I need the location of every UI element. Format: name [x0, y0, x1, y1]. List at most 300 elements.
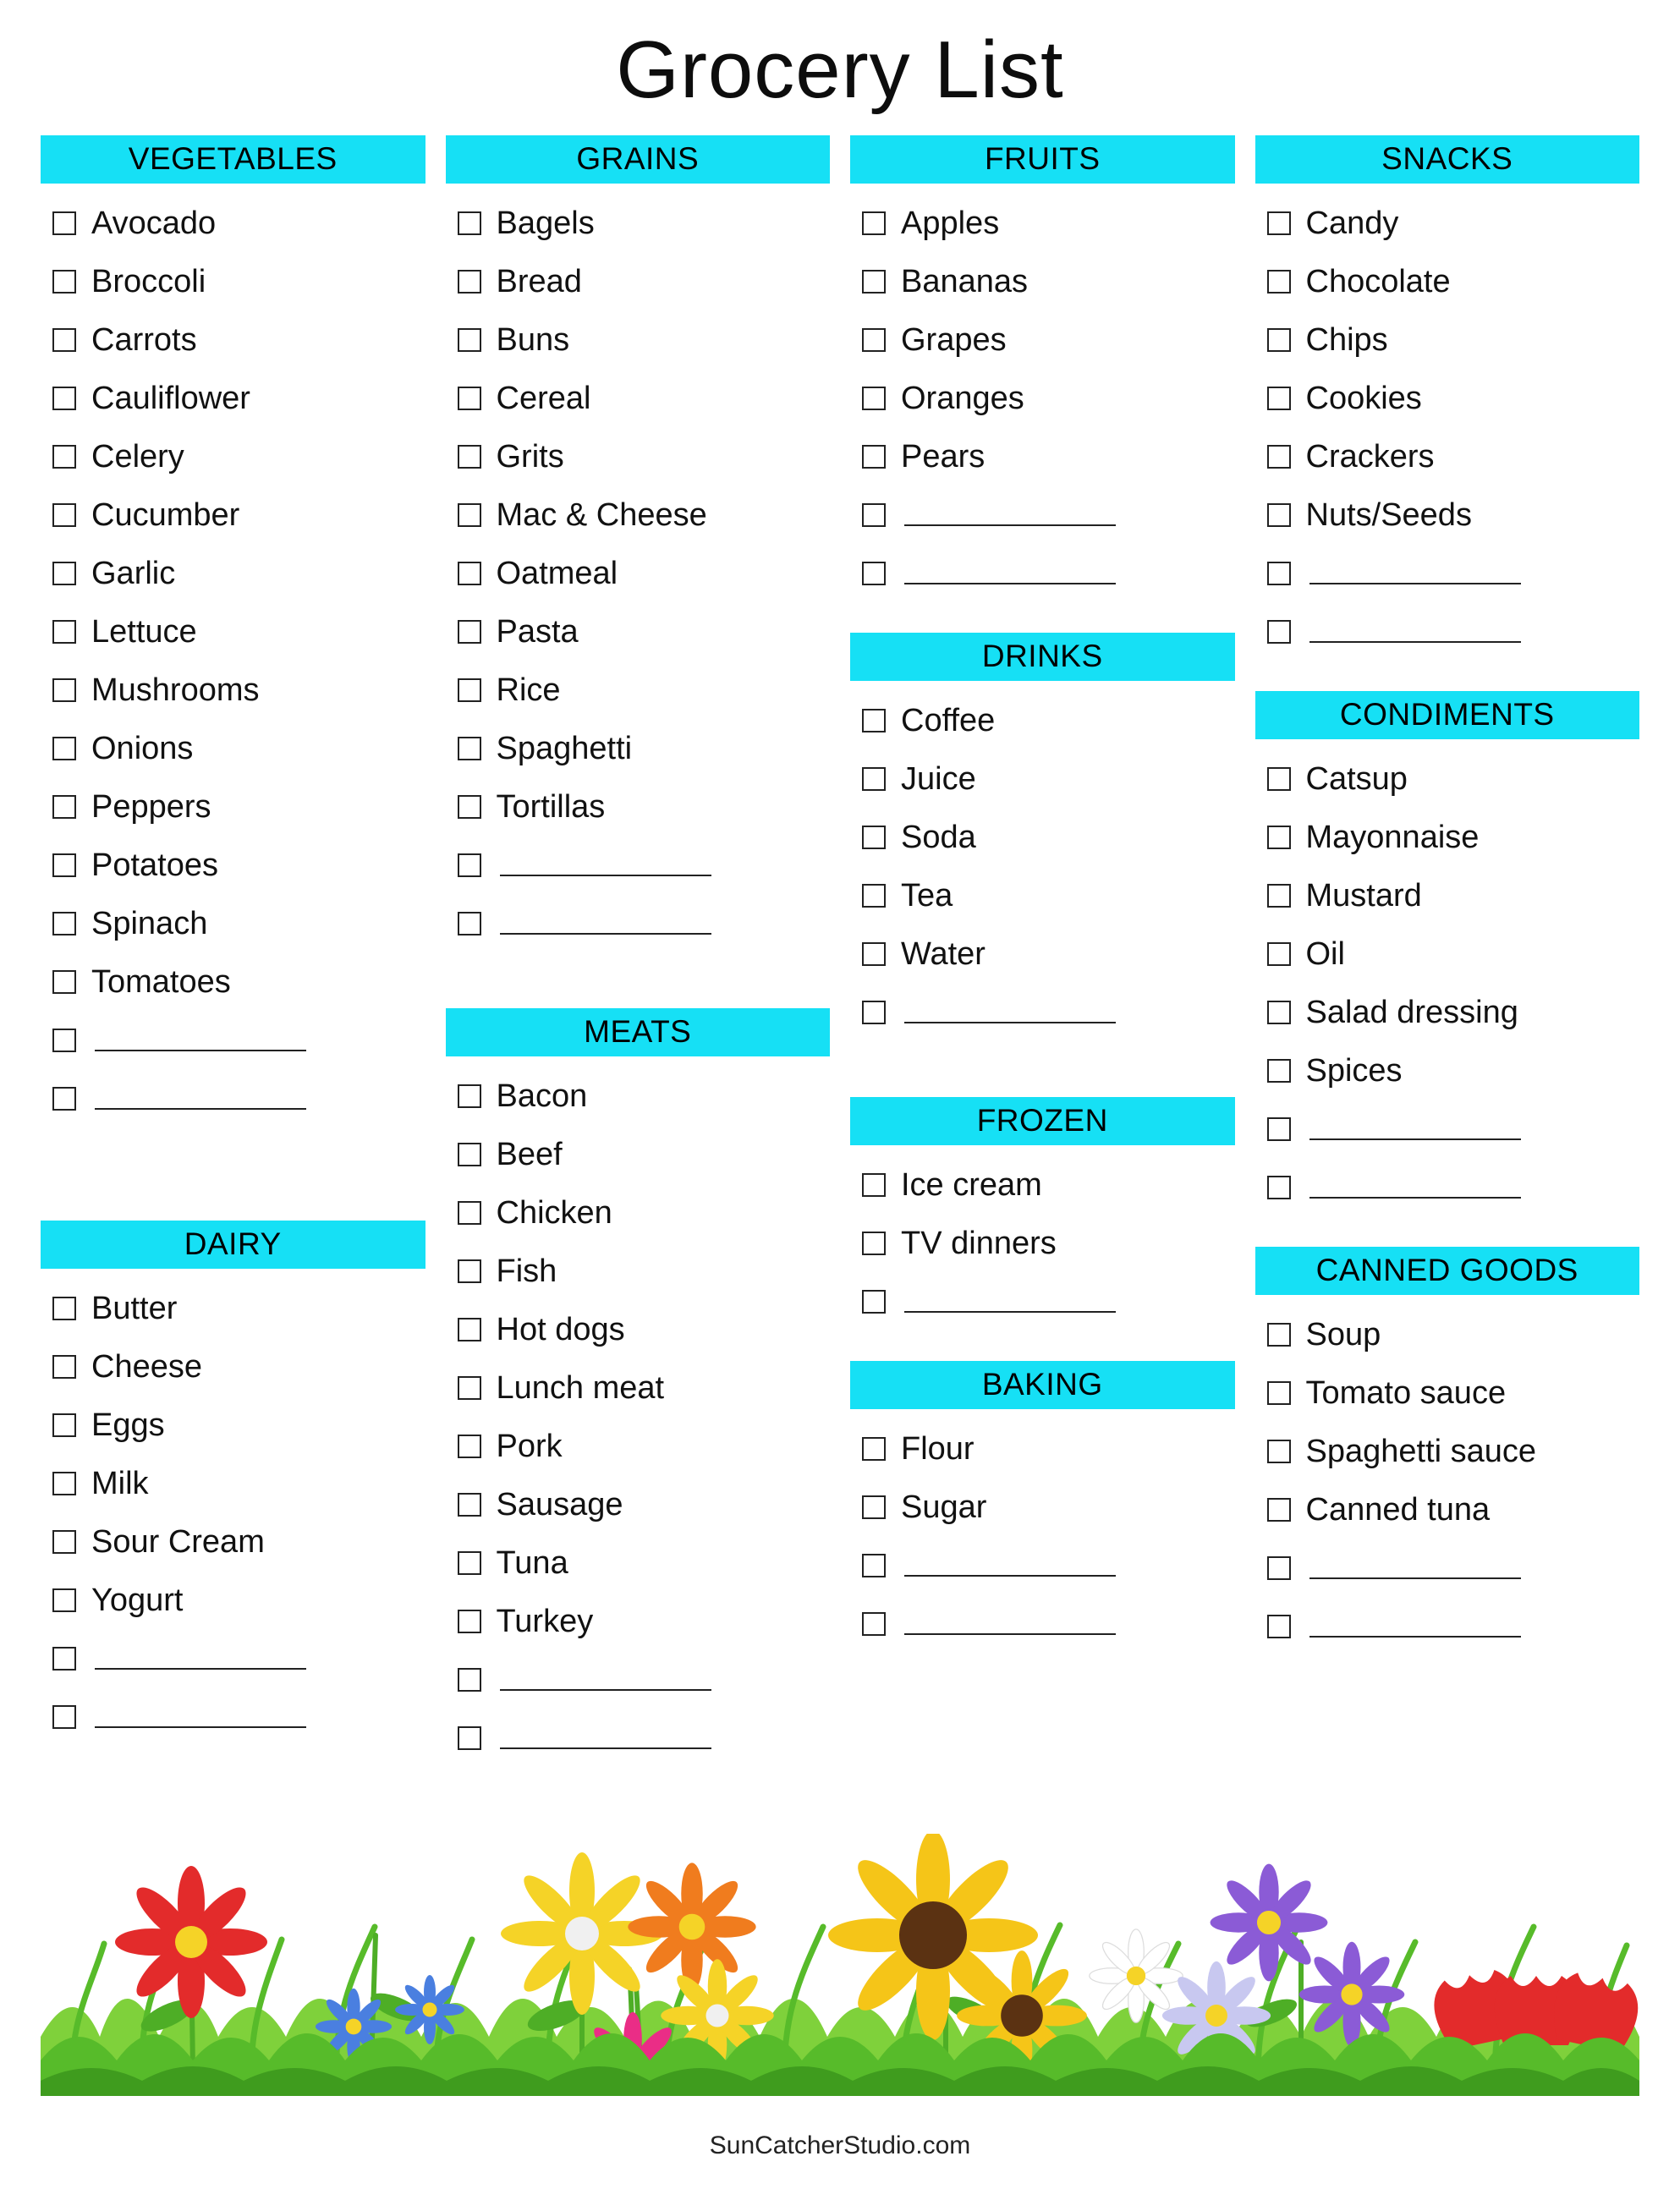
checkbox[interactable]	[862, 826, 886, 849]
list-item[interactable]	[458, 1533, 831, 1592]
blank-list-item[interactable]	[1267, 1597, 1640, 1655]
list-item[interactable]	[52, 369, 425, 427]
write-in-line[interactable]	[95, 1029, 306, 1051]
list-item[interactable]	[458, 1417, 831, 1475]
item-label: Eggs	[91, 1407, 165, 1443]
checkbox[interactable]	[1267, 328, 1291, 352]
checkbox[interactable]	[52, 445, 76, 469]
list-item[interactable]	[1267, 1480, 1640, 1539]
list-item[interactable]	[458, 1067, 831, 1125]
write-in-line[interactable]	[500, 913, 711, 935]
checkbox[interactable]	[52, 387, 76, 410]
item-label: Tomato sauce	[1305, 1374, 1507, 1411]
section-grains	[446, 135, 831, 952]
item-label: Apples	[901, 205, 1000, 241]
list-item[interactable]	[1267, 749, 1640, 808]
flower-purple	[1211, 1864, 1328, 1982]
column-2	[446, 135, 831, 1775]
checkbox[interactable]	[1267, 1117, 1291, 1141]
checkbox[interactable]	[458, 1318, 481, 1341]
checkbox[interactable]	[862, 884, 886, 908]
section-header-fruits: FRUITS	[850, 135, 1235, 184]
list-item[interactable]	[1267, 1041, 1640, 1100]
item-label: Soda	[901, 819, 976, 855]
section-fruits	[850, 135, 1235, 602]
checkbox[interactable]	[52, 737, 76, 760]
item-label: Crackers	[1305, 438, 1435, 475]
item-label: Lunch meat	[496, 1369, 665, 1406]
write-in-line[interactable]	[904, 1555, 1116, 1577]
checkbox[interactable]	[458, 853, 481, 877]
checkbox[interactable]	[1267, 942, 1291, 966]
checkbox[interactable]	[862, 1001, 886, 1024]
item-label: Cheese	[91, 1348, 202, 1385]
blank-list-item[interactable]	[458, 1709, 831, 1767]
list-item[interactable]	[458, 310, 831, 369]
section-condiments	[1255, 691, 1640, 1216]
write-in-line[interactable]	[1309, 621, 1521, 643]
checkbox[interactable]	[862, 1554, 886, 1577]
checkbox[interactable]	[458, 1726, 481, 1750]
checkbox[interactable]	[458, 1668, 481, 1692]
item-label: TV dinners	[901, 1225, 1057, 1261]
section-header-vegetables: VEGETABLES	[41, 135, 425, 184]
checkbox[interactable]	[862, 387, 886, 410]
item-label: Broccoli	[91, 263, 206, 299]
section-items-baking	[850, 1409, 1235, 1653]
list-item[interactable]	[458, 602, 831, 661]
list-item[interactable]	[862, 808, 1235, 866]
checkbox[interactable]	[52, 678, 76, 702]
item-label: Turkey	[496, 1603, 594, 1639]
write-in-line[interactable]	[95, 1648, 306, 1670]
checkbox[interactable]	[52, 562, 76, 585]
item-label: Avocado	[91, 205, 217, 241]
item-label: Tortillas	[496, 788, 606, 825]
list-item[interactable]	[458, 777, 831, 836]
item-label: Fish	[496, 1253, 557, 1289]
checkbox[interactable]	[52, 211, 76, 235]
item-label: Grapes	[901, 321, 1007, 358]
write-in-line[interactable]	[500, 1727, 711, 1749]
list-item[interactable]	[52, 1337, 425, 1396]
item-label: Tomatoes	[91, 963, 231, 1000]
list-item[interactable]	[862, 369, 1235, 427]
section-header-canned-goods: CANNED GOODS	[1255, 1247, 1640, 1295]
checkbox[interactable]	[52, 1029, 76, 1052]
checkbox[interactable]	[52, 1588, 76, 1612]
section-items-fruits	[850, 184, 1235, 602]
list-item[interactable]	[1267, 486, 1640, 544]
item-label: Bagels	[496, 205, 595, 241]
list-item[interactable]	[1267, 1422, 1640, 1480]
checkbox[interactable]	[458, 795, 481, 819]
list-item[interactable]	[52, 1454, 425, 1512]
checkbox[interactable]	[458, 620, 481, 644]
spacer	[850, 611, 1235, 633]
blank-list-item[interactable]	[862, 1272, 1235, 1330]
item-label: Coffee	[901, 702, 996, 738]
section-meats	[446, 1008, 831, 1767]
spacer	[1255, 1225, 1640, 1247]
item-label: Water	[901, 935, 985, 972]
section-dairy	[41, 1221, 425, 1746]
item-label: Chicken	[496, 1194, 612, 1231]
section-frozen	[850, 1097, 1235, 1330]
column-4	[1255, 135, 1640, 1775]
checkbox[interactable]	[458, 445, 481, 469]
list-item[interactable]	[52, 661, 425, 719]
checkbox[interactable]	[52, 1297, 76, 1320]
section-drinks	[850, 633, 1235, 1041]
blank-list-item[interactable]	[52, 1629, 425, 1687]
write-in-line[interactable]	[95, 1706, 306, 1728]
section-items-condiments	[1255, 739, 1640, 1216]
list-item[interactable]	[52, 602, 425, 661]
blank-list-item[interactable]	[52, 1687, 425, 1746]
checkbox[interactable]	[862, 1232, 886, 1255]
section-items-drinks	[850, 681, 1235, 1041]
checkbox[interactable]	[458, 1610, 481, 1633]
item-label: Sour Cream	[91, 1523, 265, 1560]
checkbox[interactable]	[458, 912, 481, 935]
item-label: Sugar	[901, 1489, 987, 1525]
checkbox[interactable]	[862, 1437, 886, 1461]
list-item[interactable]	[52, 952, 425, 1011]
list-item[interactable]	[52, 1396, 425, 1454]
column-3	[850, 135, 1235, 1775]
section-header-snacks: SNACKS	[1255, 135, 1640, 184]
checkbox[interactable]	[1267, 1059, 1291, 1083]
list-item[interactable]	[862, 749, 1235, 808]
list-item[interactable]	[458, 1358, 831, 1417]
checkbox[interactable]	[862, 1495, 886, 1519]
blank-list-item[interactable]	[1267, 1100, 1640, 1158]
write-in-line[interactable]	[500, 1669, 711, 1691]
list-item[interactable]	[458, 1242, 831, 1300]
item-label: Candy	[1305, 205, 1399, 241]
list-item[interactable]	[52, 486, 425, 544]
item-label: Grits	[496, 438, 564, 475]
checkbox[interactable]	[862, 709, 886, 732]
list-item[interactable]	[1267, 866, 1640, 924]
list-item[interactable]	[862, 1478, 1235, 1536]
item-label: Mustard	[1305, 877, 1422, 913]
section-header-baking: BAKING	[850, 1361, 1235, 1409]
checkbox[interactable]	[862, 445, 886, 469]
blank-list-item[interactable]	[862, 1536, 1235, 1594]
section-canned-goods	[1255, 1247, 1640, 1655]
checkbox[interactable]	[862, 503, 886, 527]
item-label: Bananas	[901, 263, 1029, 299]
list-item[interactable]	[862, 427, 1235, 486]
item-label: Oatmeal	[496, 555, 618, 591]
checkbox[interactable]	[458, 270, 481, 294]
list-item[interactable]	[458, 252, 831, 310]
blank-list-item[interactable]	[862, 983, 1235, 1041]
checkbox[interactable]	[1267, 1615, 1291, 1638]
section-header-meats: MEATS	[446, 1008, 831, 1056]
write-in-line[interactable]	[500, 854, 711, 876]
checkbox[interactable]	[52, 795, 76, 819]
item-label: Pears	[901, 438, 985, 475]
checkbox[interactable]	[1267, 387, 1291, 410]
checkbox[interactable]	[52, 1087, 76, 1111]
checkbox[interactable]	[52, 328, 76, 352]
checkbox[interactable]	[458, 503, 481, 527]
checkbox[interactable]	[458, 1376, 481, 1400]
write-in-line[interactable]	[904, 1291, 1116, 1313]
item-label: Hot dogs	[496, 1311, 625, 1347]
list-item[interactable]	[1267, 1363, 1640, 1422]
list-item[interactable]	[52, 252, 425, 310]
list-item[interactable]	[52, 836, 425, 894]
item-label: Butter	[91, 1290, 178, 1326]
checkbox[interactable]	[458, 328, 481, 352]
write-in-line[interactable]	[1309, 562, 1521, 584]
list-item[interactable]	[1267, 427, 1640, 486]
section-snacks	[1255, 135, 1640, 661]
item-label: Spices	[1305, 1052, 1403, 1089]
checkbox[interactable]	[458, 1551, 481, 1575]
list-item[interactable]	[458, 1183, 831, 1242]
item-label: Oranges	[901, 380, 1024, 416]
list-item[interactable]	[458, 1592, 831, 1650]
flower-white-daisy	[1090, 1929, 1183, 2022]
list-item[interactable]	[458, 1125, 831, 1183]
list-item[interactable]	[52, 544, 425, 602]
list-item[interactable]	[52, 1279, 425, 1337]
checkbox[interactable]	[1267, 1440, 1291, 1463]
checkbox[interactable]	[1267, 1498, 1291, 1522]
section-vegetables	[41, 135, 425, 1127]
blank-list-item[interactable]	[52, 1011, 425, 1069]
item-label: Chips	[1305, 321, 1388, 358]
checkbox[interactable]	[458, 1084, 481, 1108]
item-label: Pork	[496, 1428, 563, 1464]
list-item[interactable]	[1267, 1305, 1640, 1363]
blank-list-item[interactable]	[862, 544, 1235, 602]
blank-list-item[interactable]	[52, 1069, 425, 1127]
checkbox[interactable]	[1267, 445, 1291, 469]
section-header-drinks: DRINKS	[850, 633, 1235, 681]
checkbox[interactable]	[52, 1413, 76, 1437]
write-in-line[interactable]	[1309, 1118, 1521, 1140]
item-label: Chocolate	[1305, 263, 1451, 299]
blank-list-item[interactable]	[1267, 1158, 1640, 1216]
checkbox[interactable]	[52, 1705, 76, 1729]
write-in-line[interactable]	[95, 1088, 306, 1110]
checkbox[interactable]	[52, 270, 76, 294]
section-items-meats	[446, 1056, 831, 1767]
list-item[interactable]	[52, 310, 425, 369]
item-label: Milk	[91, 1465, 149, 1501]
section-header-frozen: FROZEN	[850, 1097, 1235, 1145]
checkbox[interactable]	[1267, 562, 1291, 585]
item-label: Onions	[91, 730, 194, 766]
blank-list-item[interactable]	[458, 894, 831, 952]
item-label: Bread	[496, 263, 582, 299]
checkbox[interactable]	[1267, 1556, 1291, 1580]
list-item[interactable]	[52, 777, 425, 836]
checkbox[interactable]	[1267, 620, 1291, 644]
blank-list-item[interactable]	[862, 486, 1235, 544]
item-label: Carrots	[91, 321, 197, 358]
checkbox[interactable]	[862, 942, 886, 966]
checkbox[interactable]	[862, 270, 886, 294]
list-item[interactable]	[1267, 924, 1640, 983]
checkbox[interactable]	[1267, 1323, 1291, 1347]
checkbox[interactable]	[52, 912, 76, 935]
list-item[interactable]	[862, 310, 1235, 369]
checkbox[interactable]	[1267, 767, 1291, 791]
checkbox[interactable]	[458, 211, 481, 235]
blank-list-item[interactable]	[458, 836, 831, 894]
blank-list-item[interactable]	[1267, 602, 1640, 661]
list-item[interactable]	[1267, 252, 1640, 310]
blank-list-item[interactable]	[862, 1594, 1235, 1653]
blank-list-item[interactable]	[458, 1650, 831, 1709]
checkbox[interactable]	[862, 562, 886, 585]
checkbox[interactable]	[1267, 1381, 1291, 1405]
list-item[interactable]	[862, 866, 1235, 924]
checkbox[interactable]	[52, 620, 76, 644]
checkbox[interactable]	[458, 678, 481, 702]
item-label: Mac & Cheese	[496, 497, 707, 533]
write-in-line[interactable]	[904, 562, 1116, 584]
list-item[interactable]	[52, 1571, 425, 1629]
item-label: Celery	[91, 438, 184, 475]
item-label: Tea	[901, 877, 953, 913]
item-label: Flour	[901, 1430, 975, 1467]
section-baking	[850, 1361, 1235, 1653]
list-item[interactable]	[52, 1512, 425, 1571]
checkbox[interactable]	[52, 1472, 76, 1495]
list-item[interactable]	[862, 691, 1235, 749]
checkbox[interactable]	[1267, 1176, 1291, 1199]
item-label: Mushrooms	[91, 672, 260, 708]
checkbox[interactable]	[458, 737, 481, 760]
spacer	[850, 1339, 1235, 1361]
item-label: Cookies	[1305, 380, 1422, 416]
checkbox[interactable]	[52, 1530, 76, 1554]
list-item[interactable]	[458, 369, 831, 427]
checkbox[interactable]	[458, 387, 481, 410]
list-item[interactable]	[52, 427, 425, 486]
item-label: Beef	[496, 1136, 563, 1172]
item-label: Buns	[496, 321, 570, 358]
spacer	[1255, 669, 1640, 691]
item-label: Soup	[1305, 1316, 1381, 1352]
spacer	[41, 1136, 425, 1221]
spacer	[850, 1050, 1235, 1097]
list-item[interactable]	[1267, 369, 1640, 427]
item-label: Bacon	[496, 1078, 588, 1114]
list-item[interactable]	[52, 194, 425, 252]
section-header-grains: GRAINS	[446, 135, 831, 184]
checkbox[interactable]	[52, 1647, 76, 1671]
item-label: Peppers	[91, 788, 211, 825]
checkbox[interactable]	[458, 1143, 481, 1166]
item-label: Juice	[901, 760, 976, 797]
section-items-snacks	[1255, 184, 1640, 661]
list-item[interactable]	[458, 194, 831, 252]
checkbox[interactable]	[1267, 211, 1291, 235]
list-item[interactable]	[458, 486, 831, 544]
checkbox[interactable]	[1267, 1001, 1291, 1024]
write-in-line[interactable]	[904, 504, 1116, 526]
checkbox[interactable]	[52, 970, 76, 994]
list-item[interactable]	[1267, 310, 1640, 369]
checkbox[interactable]	[52, 853, 76, 877]
write-in-line[interactable]	[1309, 1557, 1521, 1579]
list-item[interactable]	[52, 719, 425, 777]
list-item[interactable]	[1267, 983, 1640, 1041]
section-items-dairy	[41, 1269, 425, 1746]
list-item[interactable]	[458, 427, 831, 486]
checkbox[interactable]	[52, 503, 76, 527]
list-item[interactable]	[458, 1475, 831, 1533]
list-item[interactable]	[458, 544, 831, 602]
item-label: Catsup	[1305, 760, 1408, 797]
item-label: Cauliflower	[91, 380, 250, 416]
checkbox[interactable]	[862, 767, 886, 791]
checkbox[interactable]	[458, 562, 481, 585]
list-item[interactable]	[1267, 194, 1640, 252]
checkbox[interactable]	[862, 328, 886, 352]
list-item[interactable]	[458, 1300, 831, 1358]
flower-orange	[628, 1863, 755, 1990]
checkbox[interactable]	[1267, 884, 1291, 908]
checkbox[interactable]	[1267, 503, 1291, 527]
checkbox[interactable]	[458, 1493, 481, 1517]
list-item[interactable]	[862, 194, 1235, 252]
checkbox[interactable]	[862, 1290, 886, 1314]
list-item[interactable]	[862, 924, 1235, 983]
blank-list-item[interactable]	[1267, 544, 1640, 602]
write-in-line[interactable]	[1309, 1616, 1521, 1638]
checkbox[interactable]	[458, 1435, 481, 1458]
list-item[interactable]	[1267, 808, 1640, 866]
item-label: Rice	[496, 672, 561, 708]
checkbox[interactable]	[1267, 826, 1291, 849]
write-in-line[interactable]	[1309, 1177, 1521, 1199]
spacer	[446, 961, 831, 1008]
list-item[interactable]	[862, 1214, 1235, 1272]
flower-grass-border-decoration	[41, 1834, 1639, 2096]
write-in-line[interactable]	[904, 1001, 1116, 1023]
checkbox[interactable]	[862, 1173, 886, 1197]
checkbox[interactable]	[458, 1201, 481, 1225]
item-label: Oil	[1305, 935, 1345, 972]
list-item[interactable]	[458, 719, 831, 777]
checkbox[interactable]	[52, 1355, 76, 1379]
write-in-line[interactable]	[904, 1613, 1116, 1635]
list-item[interactable]	[862, 1155, 1235, 1214]
checkbox[interactable]	[862, 1612, 886, 1636]
grocery-list-page	[0, 24, 1680, 2189]
item-label: Nuts/Seeds	[1305, 497, 1472, 533]
checkbox[interactable]	[862, 211, 886, 235]
list-item[interactable]	[862, 252, 1235, 310]
section-items-grains	[446, 184, 831, 952]
checkbox[interactable]	[1267, 270, 1291, 294]
blank-list-item[interactable]	[1267, 1539, 1640, 1597]
list-item[interactable]	[458, 661, 831, 719]
list-item[interactable]	[862, 1419, 1235, 1478]
checkbox[interactable]	[458, 1259, 481, 1283]
list-item[interactable]	[52, 894, 425, 952]
